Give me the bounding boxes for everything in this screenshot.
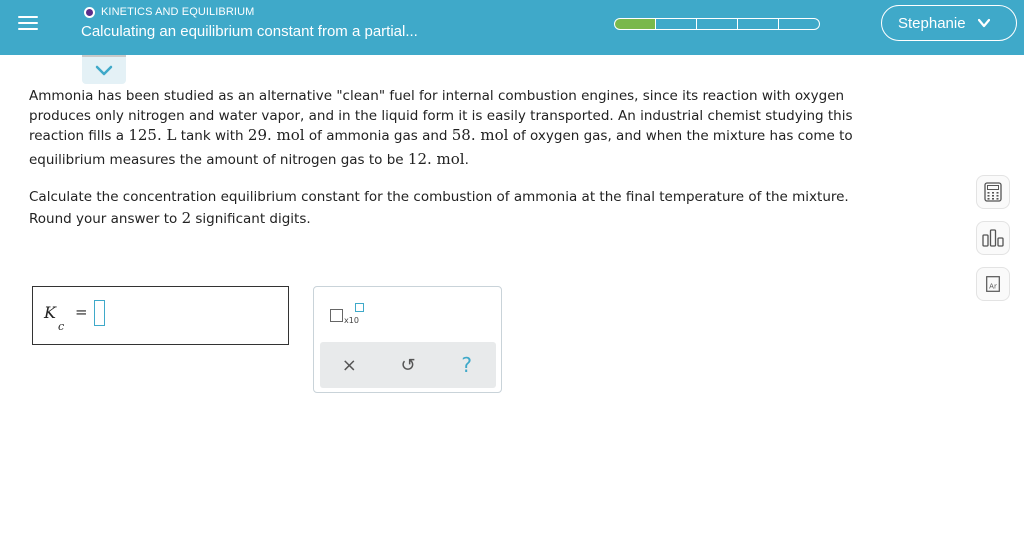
kc-answer-input[interactable]	[94, 300, 105, 326]
tank-volume: 125. L	[128, 126, 177, 144]
periodic-table-button[interactable]	[976, 267, 1010, 301]
user-menu-button[interactable]	[881, 5, 1017, 41]
x10-label: x10	[344, 316, 359, 325]
question-text	[29, 187, 929, 230]
chevron-down-icon	[978, 17, 990, 29]
calculator-icon	[984, 182, 1002, 202]
top-bar	[0, 0, 1024, 55]
progress-segment	[779, 18, 820, 30]
progress-segment	[697, 18, 738, 30]
problem-line: reaction fills a 125. L tank with 29. mol of ammonia gas and 58. mol of oxygen gas, and when the mixture has come to	[29, 126, 853, 144]
periodic-table-icon	[986, 276, 1000, 292]
question-line: Calculate the concentration equilibrium constant for the combustion of ammonia at the final temperature of the mixture.	[29, 189, 849, 205]
toolpad-actions	[320, 342, 496, 388]
user-name: Stephanie	[898, 14, 966, 32]
hamburger-icon	[18, 12, 38, 34]
topic-label: KINETICS AND EQUILIBRIUM	[101, 6, 255, 18]
topic-row	[84, 6, 254, 18]
ammonia-amount: 29. mol	[247, 126, 305, 144]
question-line: Round your answer to 2 significant digits.	[29, 209, 311, 227]
scientific-notation-button[interactable]	[330, 303, 370, 327]
nitrogen-amount: 12. mol	[407, 149, 465, 168]
lesson-title: Calculating an equilibrium constant from a partial...	[81, 23, 418, 40]
calculator-button[interactable]	[976, 175, 1010, 209]
progress-segment	[738, 18, 779, 30]
chevron-down-icon	[95, 65, 113, 76]
problem-line: Ammonia has been studied as an alternative "clean" fuel for internal combustion engines, since its reaction with oxygen	[29, 88, 845, 104]
clear-button[interactable]: ×	[341, 354, 357, 376]
progress-segment	[656, 18, 697, 30]
collapse-toggle[interactable]	[82, 55, 126, 84]
data-button[interactable]	[976, 221, 1010, 255]
progress-segment	[614, 18, 656, 30]
menu-button[interactable]	[0, 0, 56, 46]
answer-area	[32, 286, 289, 345]
side-tools	[976, 175, 1010, 313]
svg-text:Ar: Ar	[989, 282, 997, 291]
help-button[interactable]: ?	[461, 353, 472, 377]
problem-statement	[29, 87, 929, 170]
problem-line: equilibrium measures the amount of nitrogen gas to be 12. mol.	[29, 149, 469, 168]
mantissa-placeholder	[330, 309, 343, 322]
undo-button[interactable]: ↺	[400, 354, 416, 376]
topic-dot-icon	[84, 7, 95, 18]
math-toolpad	[313, 286, 502, 393]
kc-symbol: K	[44, 303, 56, 322]
kc-subscript: c	[58, 320, 65, 333]
equals-sign: =	[75, 303, 88, 321]
problem-line: produces only nitrogen and water vapor, and in the liquid form it is easily transported. An industrial chemist studying this	[29, 107, 853, 124]
sig-figs: 2	[181, 209, 192, 227]
data-icon	[982, 229, 1004, 247]
progress-bar	[614, 18, 820, 30]
oxygen-amount: 58. mol	[451, 126, 509, 144]
exponent-placeholder	[355, 303, 364, 312]
